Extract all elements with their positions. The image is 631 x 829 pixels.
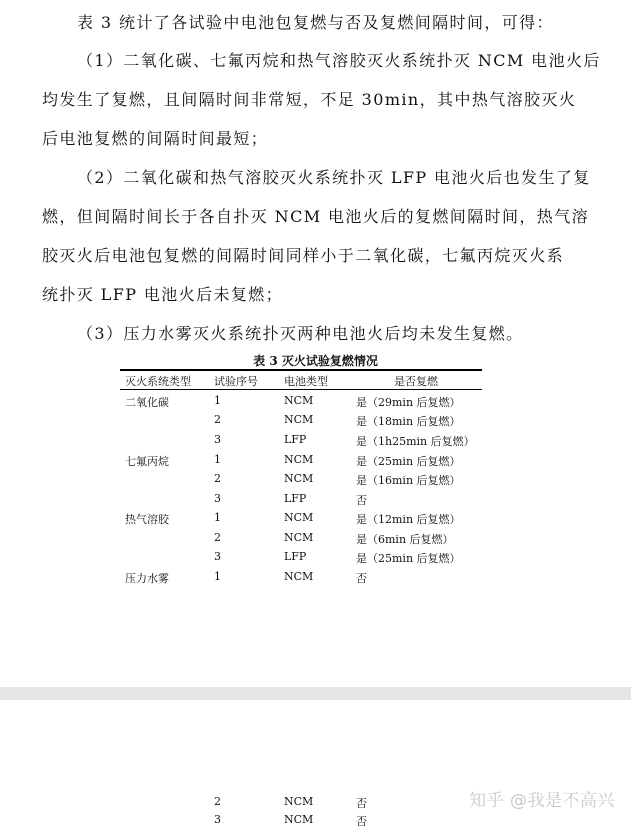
table-top-rule [120, 369, 482, 371]
paragraph-item-3: （3）压力水雾灭火系统扑灭两种电池火后均未发生复燃。 [77, 324, 524, 343]
table-cell-test: 2 [214, 795, 221, 808]
watermark-text: 知乎 @我是不高兴 [469, 791, 615, 811]
table-cell-result: 是（6min 后复燃） [356, 533, 454, 546]
table-cell-test: 2 [214, 413, 221, 426]
table-cell-battery: NCM [284, 511, 314, 524]
table-cell-system: 热气溶胶 [125, 513, 169, 526]
table-cell-result: 否 [356, 494, 367, 507]
table-cell-result: 否 [356, 572, 367, 585]
table-cell-test: 1 [214, 453, 221, 466]
table-cell-result: 否 [356, 815, 367, 828]
table-cell-test: 1 [214, 511, 221, 524]
table-cell-test: 3 [214, 550, 221, 563]
table-cell-battery: NCM [284, 531, 314, 544]
paragraph-item-2-line-2: 燃，但间隔时间长于各自扑灭 NCM 电池火后的复燃间隔时间，热气溶 [42, 207, 589, 226]
table-cell-result: 是（16min 后复燃） [356, 474, 461, 487]
table-header-rule [120, 389, 482, 390]
table-cell-test: 3 [214, 813, 221, 826]
page-separator [0, 687, 631, 700]
table-header-reignition: 是否复燃 [394, 375, 438, 388]
table-caption: 表 3 灭火试验复燃情况 [253, 354, 378, 368]
paragraph-intro: 表 3 统计了各试验中电池包复燃与否及复燃间隔时间，可得： [77, 13, 554, 32]
table-cell-result: 是（18min 后复燃） [356, 415, 461, 428]
paragraph-item-1-line-3: 后电池复燃的间隔时间最短； [42, 129, 269, 148]
table-cell-battery: LFP [284, 550, 307, 563]
table-cell-test: 3 [214, 433, 221, 446]
table-cell-result: 是（1h25min 后复燃） [356, 435, 475, 448]
paragraph-item-2-line-1: （2）二氧化碳和热气溶胶灭火系统扑灭 LFP 电池火后也发生了复 [77, 168, 591, 187]
table-cell-result: 是（29min 后复燃） [356, 396, 461, 409]
table-header-test-number: 试验序号 [214, 375, 258, 388]
table-cell-battery: NCM [284, 472, 314, 485]
paragraph-item-1-line-1: （1）二氧化碳、七氟丙烷和热气溶胶灭火系统扑灭 NCM 电池火后 [77, 51, 601, 70]
paragraph-item-1-line-2: 均发生了复燃，且间隔时间非常短，不足 30min，其中热气溶胶灭火 [42, 90, 577, 109]
table-cell-battery: NCM [284, 394, 314, 407]
table-cell-system: 压力水雾 [125, 572, 169, 585]
table-cell-test: 2 [214, 472, 221, 485]
table-cell-test: 1 [214, 570, 221, 583]
table-cell-battery: NCM [284, 453, 314, 466]
table-cell-system: 二氧化碳 [125, 396, 169, 409]
table-cell-test: 1 [214, 394, 221, 407]
table-cell-battery: NCM [284, 413, 314, 426]
table-cell-test: 3 [214, 492, 221, 505]
table-cell-battery: NCM [284, 813, 314, 826]
table-cell-result: 否 [356, 797, 367, 810]
table-cell-result: 是（25min 后复燃） [356, 455, 461, 468]
table-cell-system: 七氟丙烷 [125, 455, 169, 468]
table-header-system-type: 灭火系统类型 [125, 375, 191, 388]
table-cell-battery: LFP [284, 433, 307, 446]
table-cell-test: 2 [214, 531, 221, 544]
paragraph-item-2-line-3: 胶灭火后电池包复燃的间隔时间同样小于二氧化碳，七氟丙烷灭火系 [42, 246, 565, 265]
table-cell-battery: NCM [284, 795, 314, 808]
table-header-battery-type: 电池类型 [284, 375, 328, 388]
paragraph-item-2-line-4: 统扑灭 LFP 电池火后未复燃； [42, 285, 284, 304]
table-cell-battery: NCM [284, 570, 314, 583]
table-cell-result: 是（12min 后复燃） [356, 513, 461, 526]
table-cell-battery: LFP [284, 492, 307, 505]
table-cell-result: 是（25min 后复燃） [356, 552, 461, 565]
